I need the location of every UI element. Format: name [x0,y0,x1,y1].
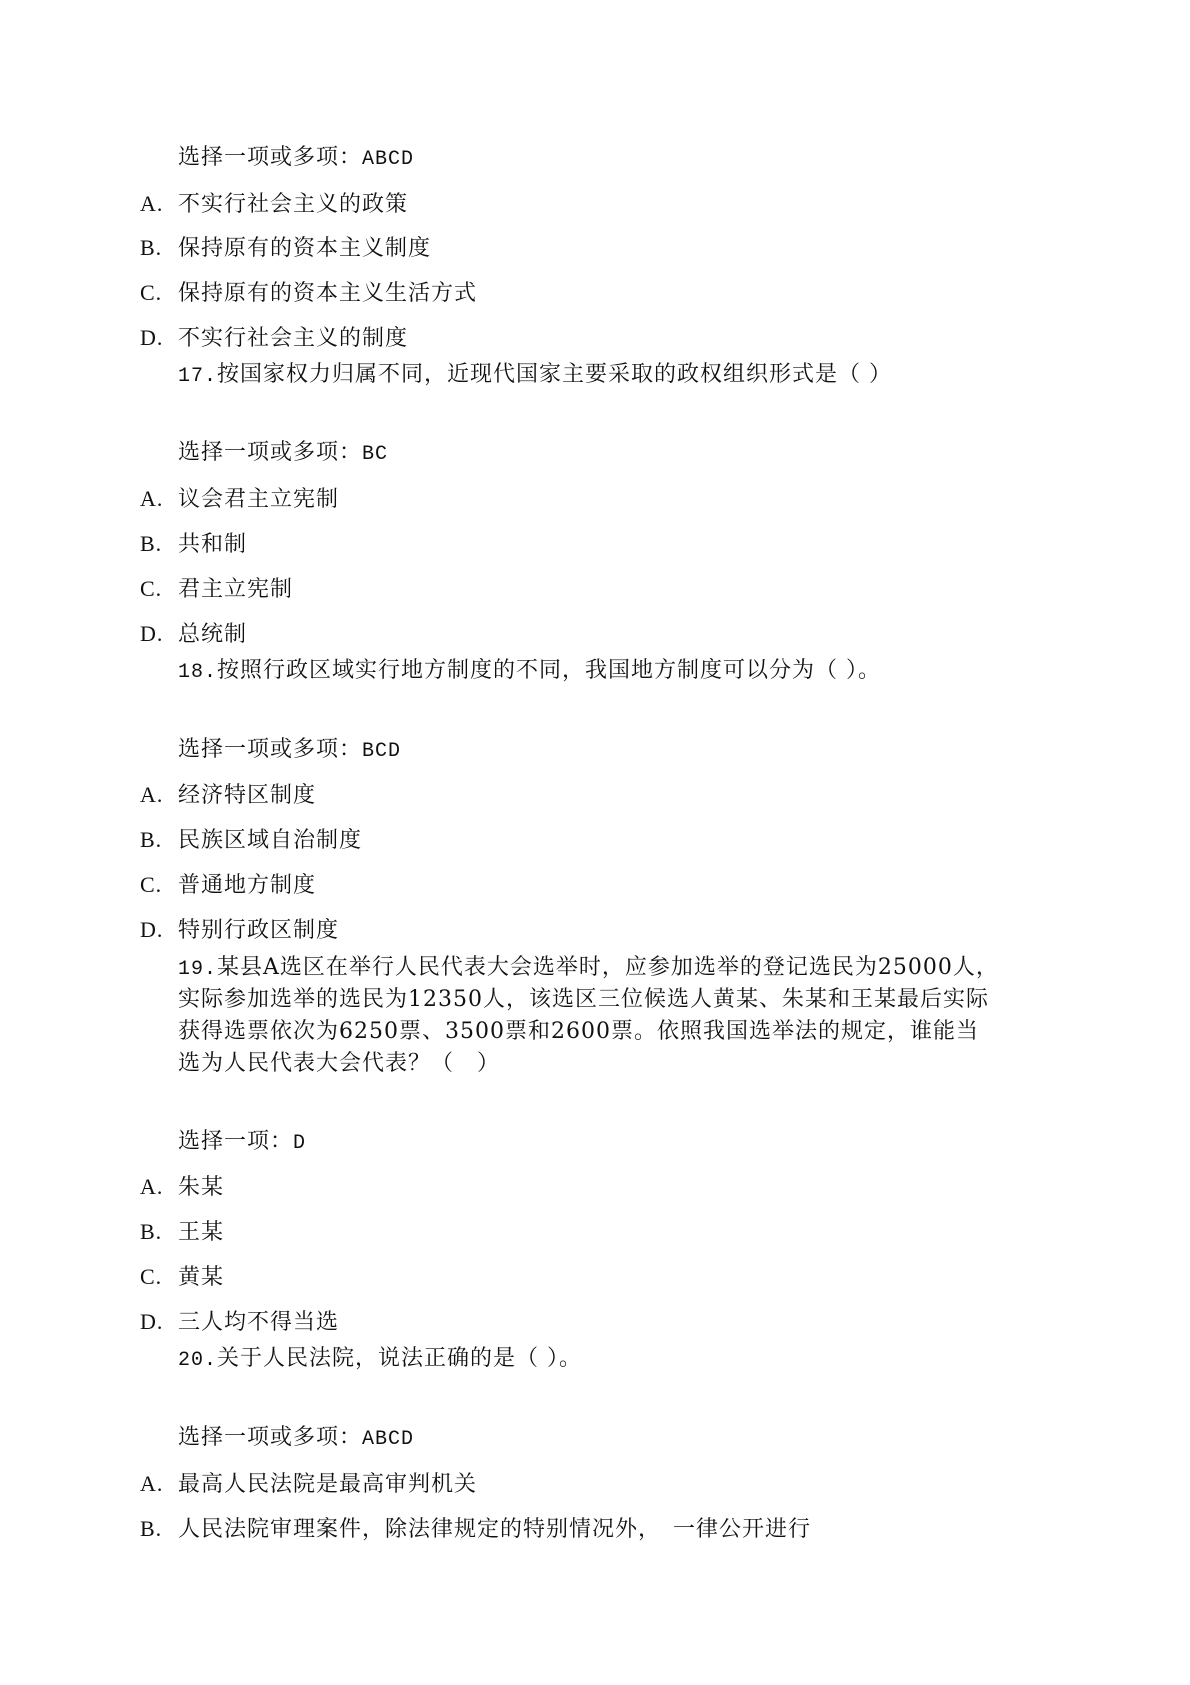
answer-line [178,145,414,173]
answer-value: BCD [362,740,402,763]
option-c [140,1264,224,1291]
option-text: 人民法院审理案件，除法律规定的特别情况外， 一律公开进行 [178,1517,812,1542]
option-letter: B. [140,1516,163,1541]
question-20 [178,1346,582,1374]
option-d [140,621,247,648]
question-18 [178,658,881,686]
option-text: 议会君主立宪制 [178,487,340,512]
option-letter: A. [140,782,164,807]
question-17 [178,362,892,390]
option-letter: A. [140,1471,164,1496]
option-b [140,531,247,558]
answer-value: D [293,1132,307,1155]
option-text: 经济特区制度 [178,783,317,808]
question-text: 按照行政区域实行地方制度的不同，我国地方制度可以分为（ ）。 [217,658,882,683]
option-letter: B. [140,827,163,852]
answer-prefix: 选择一项或多项： [178,1425,363,1450]
answer-prefix: 选择一项或多项： [178,145,363,170]
option-text: 朱某 [178,1175,225,1200]
question-text: 选为人民代表大会代表？（ ） [178,1051,501,1076]
question-text: 按国家权力归属不同，近现代国家主要采取的政权组织形式是（ ） [217,362,893,387]
option-text: 保持原有的资本主义生活方式 [178,281,478,306]
answer-value: ABCD [362,1428,415,1451]
option-a [140,486,339,513]
answer-value: ABCD [362,148,415,171]
answer-line [178,1425,414,1453]
option-letter: C. [140,280,163,305]
option-letter: B. [140,235,163,260]
option-a [140,1174,224,1201]
question-19 [178,955,999,983]
option-d [140,1309,339,1336]
option-c [140,280,477,307]
option-letter: D. [140,621,164,646]
question-number: 17. [178,365,218,388]
answer-prefix: 选择一项或多项： [178,737,363,762]
answer-line [178,440,388,468]
option-b [140,235,431,262]
option-letter: C. [140,576,163,601]
option-letter: C. [140,1264,163,1289]
option-a [140,1471,477,1498]
question-text: 关于人民法院，说法正确的是（ ）。 [217,1346,583,1371]
option-letter: A. [140,1174,164,1199]
option-d [140,917,339,944]
option-letter: D. [140,325,164,350]
option-b [140,1219,224,1246]
question-19-line-4 [178,1051,500,1077]
question-text: 某县A选区在举行人民代表大会选举时，应参加选举的登记选民为25000人， [217,955,999,980]
option-letter: B. [140,1219,163,1244]
option-text: 不实行社会主义的政策 [178,192,409,217]
question-19-line-3 [178,1019,979,1045]
option-letter: D. [140,1309,164,1334]
option-text: 王某 [178,1220,225,1245]
option-b [140,1516,811,1543]
option-text: 民族区域自治制度 [178,828,363,853]
option-a [140,782,316,809]
question-number: 19. [178,958,218,981]
option-letter: D. [140,917,164,942]
option-text: 三人均不得当选 [178,1310,340,1335]
option-c [140,576,293,603]
option-d [140,325,408,352]
answer-line [178,737,401,765]
question-text: 实际参加选举的选民为12350人，该选区三位候选人黄某、朱某和王某最后实际 [178,987,989,1012]
question-19-line-2 [178,987,989,1013]
option-text: 黄某 [178,1265,225,1290]
option-letter: A. [140,486,164,511]
question-number: 20. [178,1349,218,1372]
option-text: 君主立宪制 [178,577,294,602]
option-text: 最高人民法院是最高审判机关 [178,1472,478,1497]
option-letter: B. [140,531,163,556]
option-text: 普通地方制度 [178,873,317,898]
option-text: 不实行社会主义的制度 [178,326,409,351]
answer-line [178,1129,306,1157]
option-letter: C. [140,872,163,897]
option-a [140,191,408,218]
answer-prefix: 选择一项或多项： [178,440,363,465]
option-letter: A. [140,191,164,216]
option-text: 特别行政区制度 [178,918,340,943]
option-b [140,827,362,854]
option-text: 总统制 [178,622,248,647]
question-number: 18. [178,661,218,684]
option-text: 保持原有的资本主义制度 [178,236,432,261]
option-c [140,872,316,899]
option-text: 共和制 [178,532,248,557]
question-text: 获得选票依次为6250票、3500票和2600票。依照我国选举法的规定，谁能当 [178,1019,979,1044]
answer-value: BC [362,443,389,466]
answer-prefix: 选择一项： [178,1129,294,1154]
